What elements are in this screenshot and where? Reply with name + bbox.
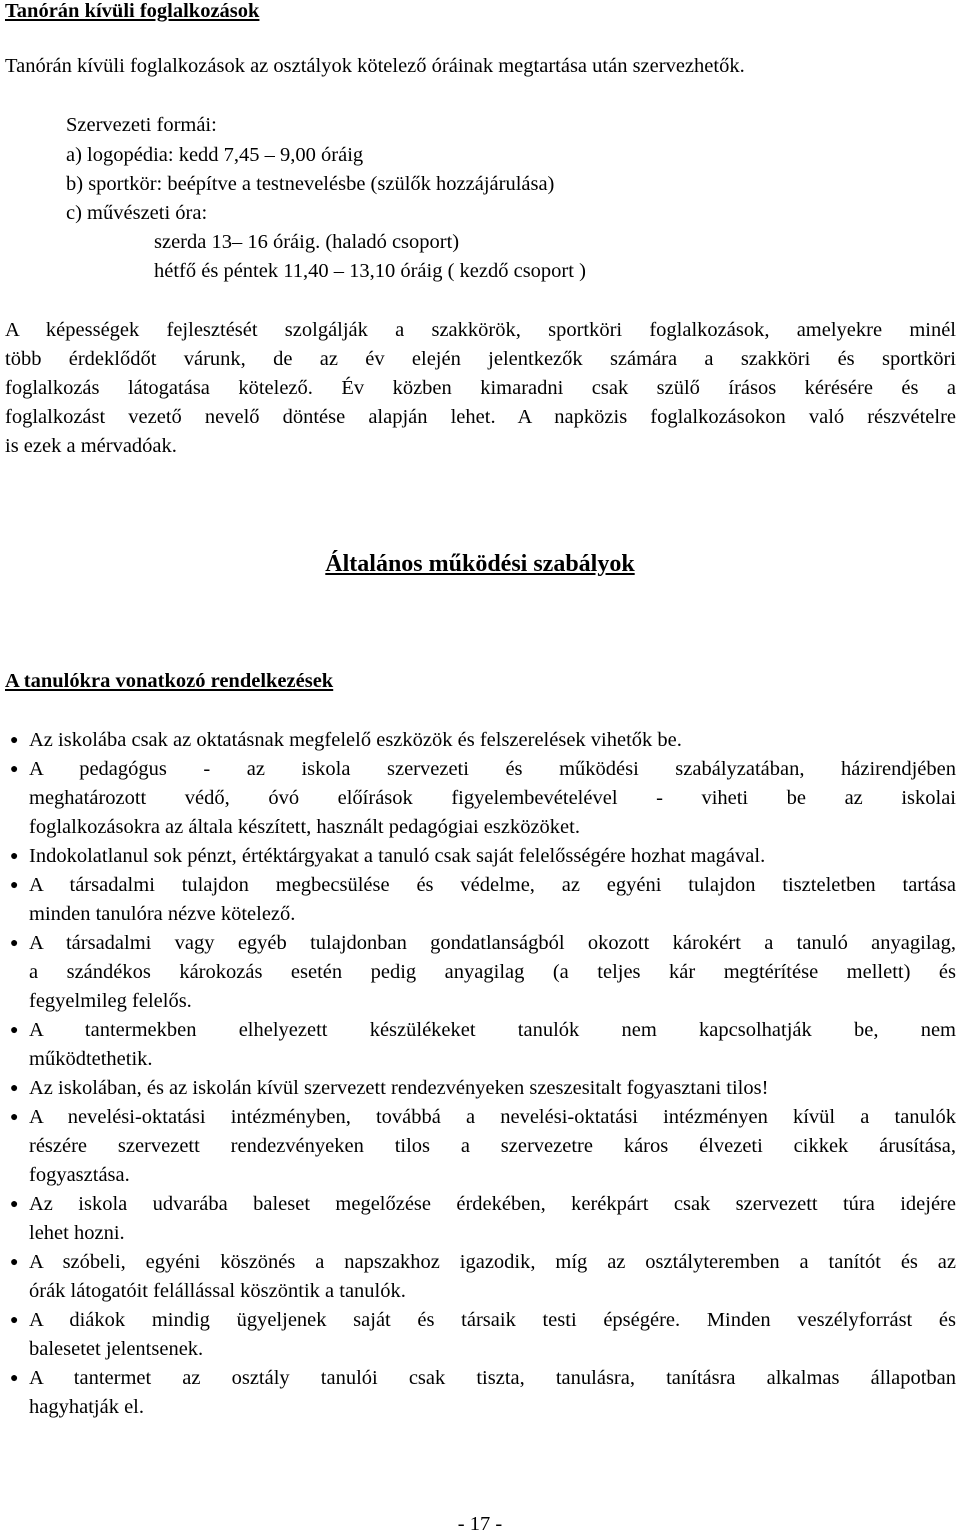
forms-title: Szervezeti formái: — [66, 114, 217, 136]
bullet-icon: ● — [10, 1081, 19, 1096]
section-subtitle: A tanulókra vonatkozó rendelkezések — [5, 670, 334, 692]
bullet-icon: ● — [10, 1371, 19, 1386]
bullet-icon: ● — [10, 762, 19, 777]
art-time: hétfő és péntek 11,40 – 13,10 óráig ( kezdő csoport ) — [154, 260, 586, 282]
bullet-icon: ● — [10, 733, 19, 748]
list-item-line: hagyhatják el. — [29, 1396, 144, 1418]
list-item-line: Az iskolába csak az oktatásnak megfelelő eszközök és felszerelések vihetők be. — [29, 729, 682, 751]
bullet-icon: ● — [10, 1023, 19, 1038]
list-item-line: fegyelmileg felelős. — [29, 990, 192, 1012]
list-item-line: A pedagógus - az iskola szervezeti és működési szabályzatában, házirendjében — [29, 758, 956, 780]
list-item-line: balesetet jelentsenek. — [29, 1338, 204, 1360]
list-item-line: lehet hozni. — [29, 1222, 125, 1244]
paragraph-line: A képességek fejlesztését szolgálják a szakkörök, sportköri foglalkozások, amelyekre minél — [5, 319, 956, 341]
list-item-line: meghatározott védő, óvó előírások figyelembevételével - viheti be az iskolai — [29, 787, 956, 809]
list-item-line: minden tanulóra nézve kötelező. — [29, 903, 296, 925]
bullet-icon: ● — [10, 936, 19, 951]
bullet-icon: ● — [10, 1110, 19, 1125]
list-item-line: A társadalmi tulajdon megbecsülése és védelme, az egyéni tulajdon tiszteletben tartása — [29, 874, 956, 896]
bullet-icon: ● — [10, 1313, 19, 1328]
list-item-line: órák látogatóit felállással köszöntik a tanulók. — [29, 1280, 406, 1302]
form-item: a) logopédia: kedd 7,45 – 9,00 óráig — [66, 144, 364, 166]
list-item-line: Indokolatlanul sok pénzt, értéktárgyakat a tanuló csak saját felelősségére hozhat magával. — [29, 845, 766, 867]
form-item: b) sportkör: beépítve a testnevelésbe (szülők hozzájárulása) — [66, 173, 555, 195]
bullet-icon: ● — [10, 1197, 19, 1212]
list-item-line: a szándékos károkozás esetén pedig anyagilag (a teljes kár megtérítése mellett) és — [29, 961, 956, 983]
list-item-line: A tantermet az osztály tanulói csak tiszta, tanulásra, tanításra alkalmas állapotban — [29, 1367, 956, 1389]
page-number: - 17 - — [457, 1513, 503, 1535]
list-item-line: A szóbeli, egyéni köszönés a napszakhoz igazodik, míg az osztályteremben a tanítót és az — [29, 1251, 956, 1273]
bullet-icon: ● — [10, 849, 19, 864]
art-time: szerda 13– 16 óráig. (haladó csoport) — [154, 231, 460, 253]
list-item-line: A nevelési-oktatási intézményben, továbbá a nevelési-oktatási intézményen kívül a tanulók — [29, 1106, 956, 1128]
paragraph-line: több érdeklődőt várunk, de az év elején jelentkezők számára a szakköri és sportköri — [5, 348, 956, 370]
intro-text: Tanórán kívüli foglalkozások az osztályok kötelező óráinak megtartása után szervezhetők. — [5, 55, 745, 77]
list-item-line: A tantermekben elhelyezett készülékeket tanulók nem kapcsolhatják be, nem — [29, 1019, 956, 1041]
list-item-line: Az iskola udvarába baleset megelőzése érdekében, kerékpárt csak szervezett túra idejére — [29, 1193, 956, 1215]
list-item-line: foglalkozásokra az általa készített, használt pedagógiai eszközöket. — [29, 816, 580, 838]
form-item: c) művészeti óra: — [66, 202, 208, 224]
list-item-line: A társadalmi vagy egyéb tulajdonban gondatlanságból okozott károkért a tanuló anyagilag, — [29, 932, 956, 954]
paragraph-line: foglalkozás látogatása kötelező. Év közben kimaradni csak szülő írásos kérésére és a — [5, 377, 956, 399]
section-title: Általános működési szabályok — [325, 551, 635, 577]
list-item-line: működtethetik. — [29, 1048, 153, 1070]
bullet-icon: ● — [10, 878, 19, 893]
list-item-line: A diákok mindig ügyeljenek saját és társaik testi épségére. Minden veszélyforrást és — [29, 1309, 956, 1331]
list-item-line: fogyasztása. — [29, 1164, 130, 1186]
list-item-line: részére szervezett rendezvényeken tilos a szervezetre káros élvezeti cikkek árusítása, — [29, 1135, 956, 1157]
paragraph-line: foglalkozást vezető nevelő döntése alapján lehet. A napközis foglalkozásokon való részvételre — [5, 406, 956, 428]
bullet-icon: ● — [10, 1255, 19, 1270]
section-heading: Tanórán kívüli foglalkozások — [5, 0, 260, 22]
list-item-line: Az iskolában, és az iskolán kívül szervezett rendezvényeken szeszesitalt fogyasztani tilos! — [29, 1077, 769, 1099]
paragraph-line: is ezek a mérvadóak. — [5, 435, 177, 457]
